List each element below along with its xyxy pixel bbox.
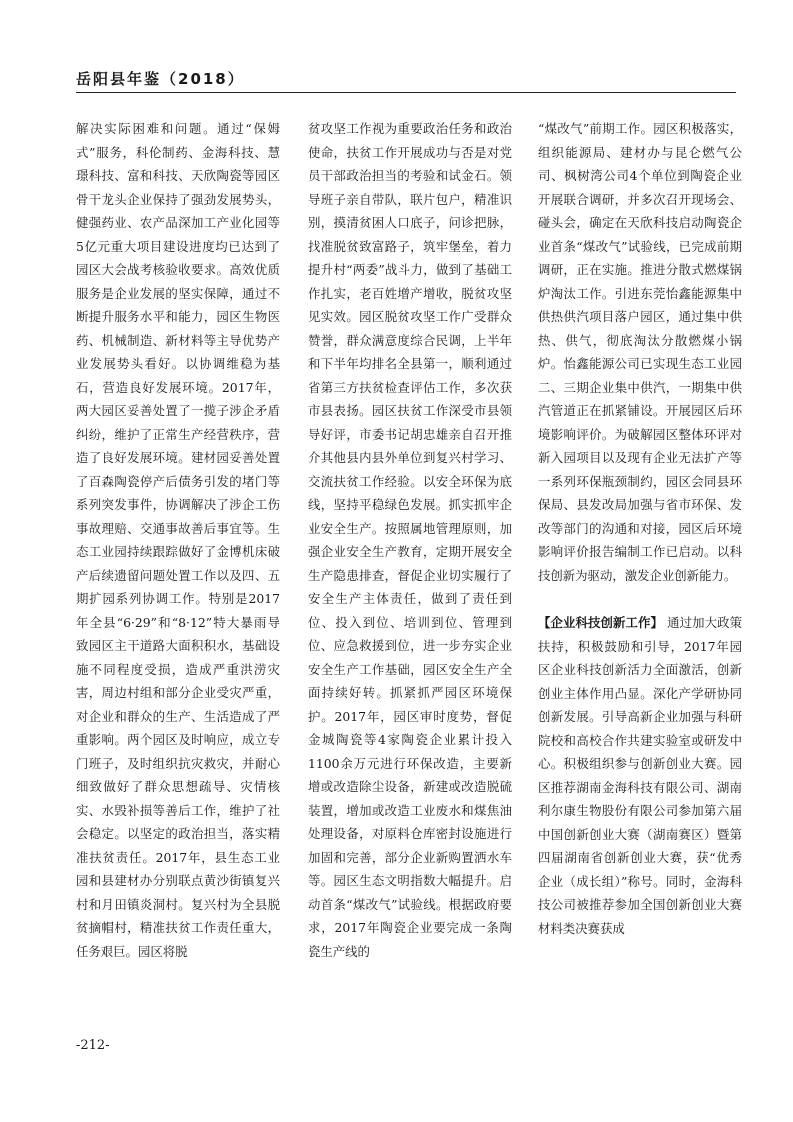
section-spacer: [538, 587, 742, 611]
section-heading: 【企业科技创新工作】: [538, 615, 664, 630]
page-number: -212-: [76, 1038, 110, 1053]
column-text: 解决实际困难和问题。通过“保姆式”服务，科伦制药、金海科技、慧璟科技、富和科技、天欣陶瓷等园区骨干龙头企业保持了强劲发展势头，健强药业、农产品深加工产业化园等5亿元重大项目建设进度均已达到了园区大会战考核验收要求。高效优质服务是企业发展的坚实保障，通过不断提升服务水平和能力，园区生物医药、机械制造、新材料等主导优势产业发展势头看好。以协调维稳为基石，营造良好发展环境。2017年，两大园区妥善处置了一揽子涉企矛盾纠纷，维护了正常生产经营秩序，营造了良好发展环境。建材园妥善处置了百森陶瓷停产后债务引发的堵门等系列突发事件，协调解决了涉企工伤事故理赔、交通事故善后事宜等。生态工业园持续跟踪做好了金博机床破产后续遗留问题处置工作以及四、五期扩园系列协调工作。特别是2017年全县“6·29”和“8·12”特大暴雨导致园区主干道路大面积积水，基础设施不同程度受损，造成严重洪涝灾害，周边村组和部分企业受灾严重，对企业和群众的生产、生活造成了严重影响。两个园区及时响应，成立专门班子，及时组织抗灾救灾，并耐心细致做好了群众思想疏导、灾情核实、水毁补损等善后工作，维护了社会稳定。以坚定的政治担当，落实精准扶贫责任。2017年，县生态工业园和县建材办分别联点黄沙街镇复兴村和月田镇炎洞村。复兴村为全县脱贫摘帽村，精准扶贫工作责任重大，任务艰巨。园区将脱: [76, 121, 280, 959]
column-text: “煤改气”前期工作。园区积极落实，组织能源局、建材办与昆仑燃气公司、枫树湾公司4个单位到陶瓷企业开展联合调研，并多次召开现场会、碰头会，确定在天欣科技启动陶瓷企业首条“煤改气”试验线，已完成前期调研，正在实施。推进分散式燃煤锅炉淘汰工作。引进东莞怡鑫能源集中供热供汽项目落户园区，通过集中供热、供气，彻底淘汰分散燃煤小锅炉。怡鑫能源公司已实现生态工业园二、三期企业集中供汽，一期集中供汽管道正在抓紧铺设。开展园区后环境影响评价。为破解园区整体环评对新入园项目以及现有企业无法扩产等一系列环保瓶颈制约，园区会同县环保局、县发改局加强与省市环保、发改等部门的沟通和对接，园区后环境影响评价报告编制工作已启动。以科技创新为驱动，激发企业创新能力。: [538, 121, 742, 583]
yearbook-title: 岳阳县年鉴（2018）: [76, 70, 245, 88]
header-divider: [76, 92, 736, 93]
column-text: 贫攻坚工作视为重要政治任务和政治使命，扶贫工作开展成功与否是对党员干部政治担当的考验和试金石。领导班子亲自带队，联片包户，精准识别，摸清贫困人口底子，问诊把脉，找准脱贫致富路子，筑牢堡垒，着力提升村“两委”战斗力，做到了基础工作扎实，老百姓增产增收，脱贫攻坚见实效。园区脱贫攻坚工作广受群众赞誉，群众满意度综合民调，上半年和下半年均排名全县第一，顺利通过省第三方扶贫检查评估工作，多次获市县表扬。园区扶贫工作深受市县领导好评，市委书记胡忠雄亲自召开推介其他县内县外单位到复兴村学习、交流扶贫工作经验。以安全环保为底线，坚持平稳绿色发展。抓实抓牢企业安全生产。按照属地管理原则，加强企业安全生产教育，定期开展安全生产隐患排查，督促企业切实履行了安全生产主体责任，做到了责任到位、投入到位、培训到位、管理到位、应急救援到位，进一步夯实企业安全生产工作基础，园区安全生产全面持续好转。抓紧抓严园区环境保护。2017年，园区审时度势，督促金城陶瓷等4家陶瓷企业累计投入1100余万元进行环保改造，主要新增或改造除尘设备，新建或改造脱硫装置，增加或改造工业废水和煤焦油处理设备，对原料仓库密封设施进行加固和完善，部分企业新购置洒水车等。园区生态文明指数大幅提升。启动首条“煤改气”试验线。根据政府要求，2017年陶瓷企业要完成一条陶瓷生产线的: [308, 121, 512, 959]
text-column-left: [76, 117, 280, 1022]
text-column-middle: [308, 117, 512, 1022]
section-body: 通过加大政策扶持，积极鼓励和引导，2017年园区企业科技创新活力全面激活，创新创业主体作用凸显。深化产学研协同创新发展。引导高新企业加强与科研院校和高校合作共建实验室或研发中心。积极组织参与创新创业大赛。园区推荐湖南金海科技有限公司、湖南利尔康生物股份有限公司参加第六届中国创新创业大赛（湖南赛区）暨第四届湖南省创新创业大赛，获“优秀企业（成长组）”称号。同时，金海科技公司被推荐参加全国创新创业大赛材料类决赛获成: [538, 615, 742, 936]
section-paragraph: [538, 611, 742, 940]
running-header: [76, 68, 736, 90]
text-column-right: [538, 117, 742, 1022]
